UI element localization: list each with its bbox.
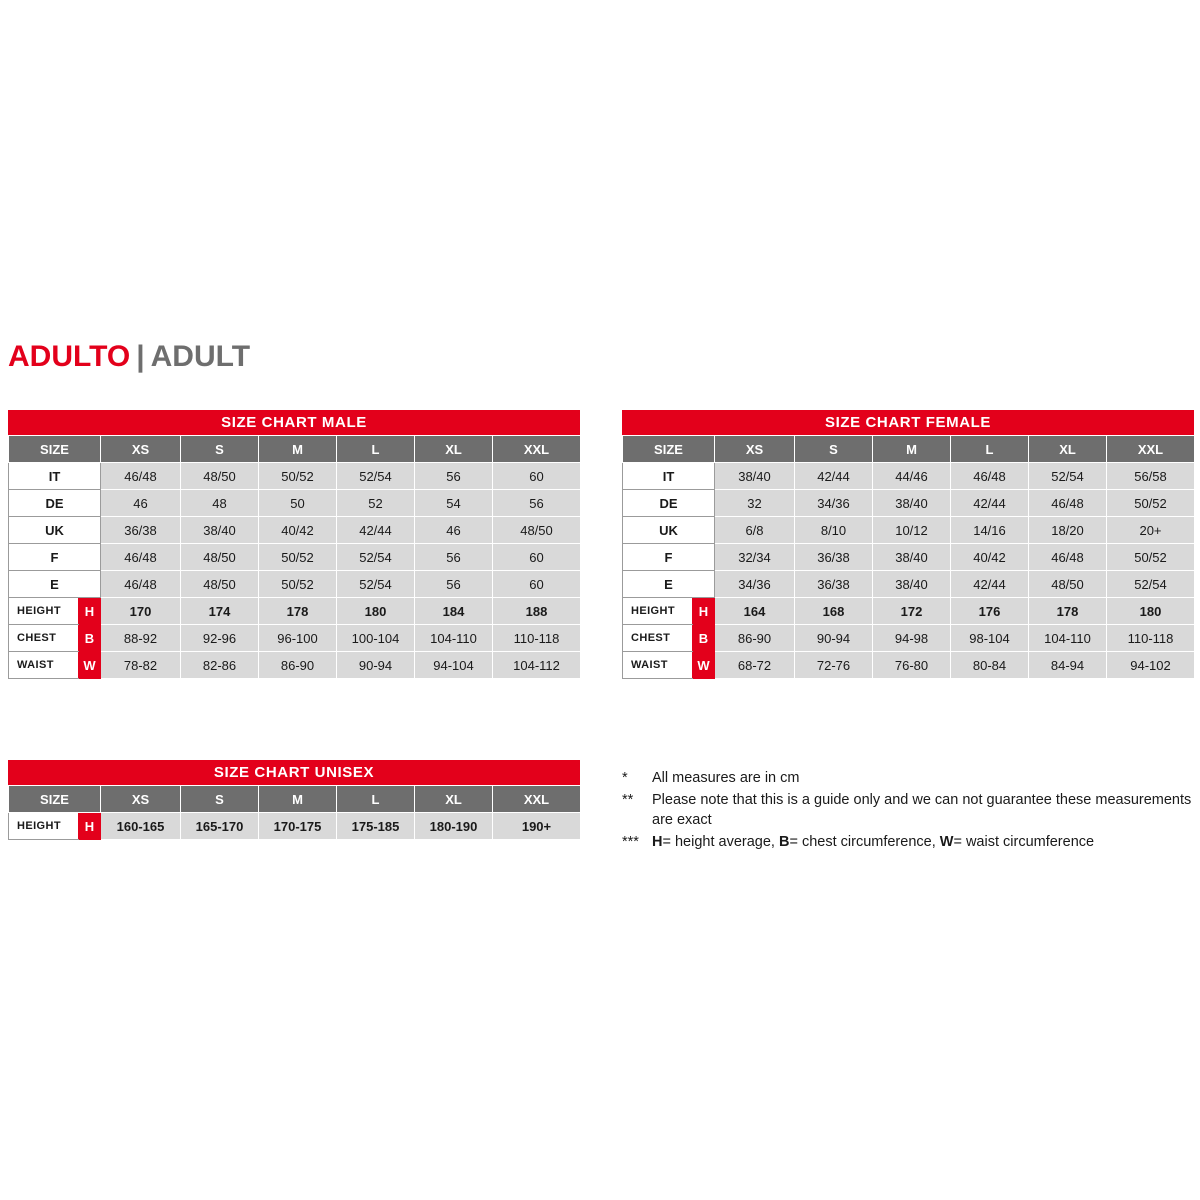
- cell: 190+: [493, 813, 581, 840]
- table-row: [9, 517, 581, 544]
- cell: 164: [715, 598, 795, 625]
- cell: 40/42: [259, 517, 337, 544]
- note-marker: ***: [622, 834, 639, 850]
- column-header-xs: XS: [101, 436, 181, 463]
- cell: 174: [181, 598, 259, 625]
- cell: 165-170: [181, 813, 259, 840]
- row-label-f: F: [623, 544, 715, 571]
- cell: 90-94: [795, 625, 873, 652]
- cell: 184: [415, 598, 493, 625]
- cell: 92-96: [181, 625, 259, 652]
- table-row: [623, 463, 1195, 490]
- size-chart-male: [8, 410, 580, 679]
- cell: 38/40: [873, 544, 951, 571]
- cell: 88-92: [101, 625, 181, 652]
- cell: 52/54: [1107, 571, 1195, 598]
- size-chart-unisex-header: SIZE CHART UNISEX: [8, 760, 580, 785]
- table-row: [9, 544, 581, 571]
- cell: 46: [101, 490, 181, 517]
- cell: 48/50: [181, 571, 259, 598]
- cell: 34/36: [715, 571, 795, 598]
- cell: 94-102: [1107, 652, 1195, 679]
- cell: 188: [493, 598, 581, 625]
- column-header-s: S: [181, 786, 259, 813]
- cell: 172: [873, 598, 951, 625]
- row-label-de: DE: [9, 490, 101, 517]
- cell: 110-118: [1107, 625, 1195, 652]
- chest-badge: B: [79, 625, 101, 652]
- cell: 8/10: [795, 517, 873, 544]
- cell: 180-190: [415, 813, 493, 840]
- column-header-l: L: [337, 786, 415, 813]
- row-label-uk: UK: [9, 517, 101, 544]
- cell: 170: [101, 598, 181, 625]
- column-header-m: M: [259, 786, 337, 813]
- page-title-it: ADULTO: [8, 340, 131, 373]
- table-row: [623, 598, 1195, 625]
- cell: 6/8: [715, 517, 795, 544]
- waist-badge: W: [79, 652, 101, 679]
- table-row: [9, 463, 581, 490]
- table-row: [9, 786, 581, 813]
- cell: 46/48: [1029, 490, 1107, 517]
- note-item: [622, 768, 1200, 788]
- cell: 104-110: [1029, 625, 1107, 652]
- cell: 78-82: [101, 652, 181, 679]
- cell: 86-90: [715, 625, 795, 652]
- cell: 90-94: [337, 652, 415, 679]
- chest-badge: B: [693, 625, 715, 652]
- table-row: [9, 571, 581, 598]
- note-item: [622, 790, 1200, 830]
- cell: 110-118: [493, 625, 581, 652]
- table-row: [9, 598, 581, 625]
- size-chart-unisex-table: [8, 785, 581, 840]
- cell: 94-98: [873, 625, 951, 652]
- cell: 86-90: [259, 652, 337, 679]
- column-header-xxl: XXL: [493, 436, 581, 463]
- cell: 176: [951, 598, 1029, 625]
- cell: 36/38: [795, 544, 873, 571]
- row-label-height: HEIGHT: [623, 598, 693, 625]
- cell: 168: [795, 598, 873, 625]
- cell: 34/36: [795, 490, 873, 517]
- table-row: [9, 813, 581, 840]
- page-title: [8, 340, 250, 374]
- cell: 50: [259, 490, 337, 517]
- table-row: [623, 490, 1195, 517]
- height-badge: H: [79, 598, 101, 625]
- cell: 48: [181, 490, 259, 517]
- cell: 20+: [1107, 517, 1195, 544]
- column-header-xl: XL: [415, 436, 493, 463]
- cell: 42/44: [951, 490, 1029, 517]
- cell: 46/48: [1029, 544, 1107, 571]
- cell: 46: [415, 517, 493, 544]
- row-label-waist: WAIST: [9, 652, 79, 679]
- cell: 80-84: [951, 652, 1029, 679]
- cell: 160-165: [101, 813, 181, 840]
- cell: 10/12: [873, 517, 951, 544]
- cell: 84-94: [1029, 652, 1107, 679]
- cell: 50/52: [259, 571, 337, 598]
- table-row: [623, 517, 1195, 544]
- cell: 32: [715, 490, 795, 517]
- column-header-xl: XL: [1029, 436, 1107, 463]
- cell: 178: [1029, 598, 1107, 625]
- column-header-xs: XS: [715, 436, 795, 463]
- table-row: [9, 652, 581, 679]
- column-header-l: L: [951, 436, 1029, 463]
- cell: 98-104: [951, 625, 1029, 652]
- cell: 82-86: [181, 652, 259, 679]
- column-header-size: SIZE: [9, 786, 101, 813]
- cell: 60: [493, 571, 581, 598]
- cell: 50/52: [1107, 544, 1195, 571]
- waist-badge: W: [693, 652, 715, 679]
- cell: 50/52: [1107, 490, 1195, 517]
- row-label-uk: UK: [623, 517, 715, 544]
- row-label-de: DE: [623, 490, 715, 517]
- row-label-waist: WAIST: [623, 652, 693, 679]
- row-label-height: HEIGHT: [9, 598, 79, 625]
- cell: 52/54: [337, 544, 415, 571]
- cell: 42/44: [795, 463, 873, 490]
- column-header-xs: XS: [101, 786, 181, 813]
- row-label-it: IT: [623, 463, 715, 490]
- note-text: H= height average, B= chest circumference, W= waist circumference: [652, 834, 1095, 850]
- cell: 44/46: [873, 463, 951, 490]
- cell: 48/50: [181, 544, 259, 571]
- column-header-xl: XL: [415, 786, 493, 813]
- column-header-m: M: [259, 436, 337, 463]
- cell: 56: [415, 544, 493, 571]
- cell: 56/58: [1107, 463, 1195, 490]
- table-row: [623, 436, 1195, 463]
- row-label-it: IT: [9, 463, 101, 490]
- cell: 170-175: [259, 813, 337, 840]
- cell: 178: [259, 598, 337, 625]
- table-row: [623, 571, 1195, 598]
- cell: 18/20: [1029, 517, 1107, 544]
- size-chart-male-table: [8, 435, 581, 679]
- size-chart-unisex: [8, 760, 580, 840]
- column-header-xxl: XXL: [1107, 436, 1195, 463]
- cell: 42/44: [951, 571, 1029, 598]
- cell: 56: [493, 490, 581, 517]
- page-title-separator: |: [136, 340, 145, 373]
- cell: 48/50: [181, 463, 259, 490]
- row-label-height: HEIGHT: [9, 813, 79, 840]
- cell: 36/38: [795, 571, 873, 598]
- cell: 48/50: [1029, 571, 1107, 598]
- row-label-chest: CHEST: [9, 625, 79, 652]
- table-row: [623, 544, 1195, 571]
- cell: 32/34: [715, 544, 795, 571]
- row-label-chest: CHEST: [623, 625, 693, 652]
- cell: 72-76: [795, 652, 873, 679]
- height-badge: H: [79, 813, 101, 840]
- page-title-en: ADULT: [150, 340, 251, 373]
- row-label-e: E: [9, 571, 101, 598]
- cell: 46/48: [101, 571, 181, 598]
- note-text: All measures are in cm: [652, 770, 800, 786]
- cell: 48/50: [493, 517, 581, 544]
- height-badge: H: [693, 598, 715, 625]
- size-chart-female: [622, 410, 1194, 679]
- cell: 180: [1107, 598, 1195, 625]
- cell: 46/48: [951, 463, 1029, 490]
- cell: 38/40: [873, 571, 951, 598]
- cell: 60: [493, 463, 581, 490]
- table-row: [623, 652, 1195, 679]
- cell: 54: [415, 490, 493, 517]
- cell: 175-185: [337, 813, 415, 840]
- cell: 40/42: [951, 544, 1029, 571]
- table-row: [623, 625, 1195, 652]
- row-label-e: E: [623, 571, 715, 598]
- cell: 52/54: [337, 571, 415, 598]
- column-header-s: S: [181, 436, 259, 463]
- cell: 38/40: [873, 490, 951, 517]
- column-header-m: M: [873, 436, 951, 463]
- cell: 36/38: [101, 517, 181, 544]
- size-chart-female-header: SIZE CHART FEMALE: [622, 410, 1194, 435]
- note-marker: *: [622, 770, 628, 786]
- cell: 104-110: [415, 625, 493, 652]
- note-marker: **: [622, 792, 634, 808]
- cell: 52/54: [337, 463, 415, 490]
- row-label-f: F: [9, 544, 101, 571]
- table-row: [9, 625, 581, 652]
- column-header-l: L: [337, 436, 415, 463]
- note-item: [622, 832, 1200, 852]
- column-header-xxl: XXL: [493, 786, 581, 813]
- cell: 38/40: [181, 517, 259, 544]
- cell: 50/52: [259, 463, 337, 490]
- note-text: Please note that this is a guide only and we can not guarantee these measurements are exact: [652, 792, 1192, 828]
- cell: 100-104: [337, 625, 415, 652]
- cell: 94-104: [415, 652, 493, 679]
- cell: 46/48: [101, 544, 181, 571]
- cell: 14/16: [951, 517, 1029, 544]
- column-header-size: SIZE: [9, 436, 101, 463]
- size-chart-female-table: [622, 435, 1195, 679]
- cell: 52/54: [1029, 463, 1107, 490]
- cell: 104-112: [493, 652, 581, 679]
- cell: 38/40: [715, 463, 795, 490]
- column-header-s: S: [795, 436, 873, 463]
- cell: 56: [415, 571, 493, 598]
- cell: 46/48: [101, 463, 181, 490]
- cell: 68-72: [715, 652, 795, 679]
- size-chart-male-header: SIZE CHART MALE: [8, 410, 580, 435]
- cell: 56: [415, 463, 493, 490]
- table-row: [9, 436, 581, 463]
- cell: 180: [337, 598, 415, 625]
- cell: 76-80: [873, 652, 951, 679]
- cell: 60: [493, 544, 581, 571]
- cell: 50/52: [259, 544, 337, 571]
- cell: 42/44: [337, 517, 415, 544]
- table-row: [9, 490, 581, 517]
- column-header-size: SIZE: [623, 436, 715, 463]
- cell: 52: [337, 490, 415, 517]
- notes-block: [622, 768, 1200, 854]
- cell: 96-100: [259, 625, 337, 652]
